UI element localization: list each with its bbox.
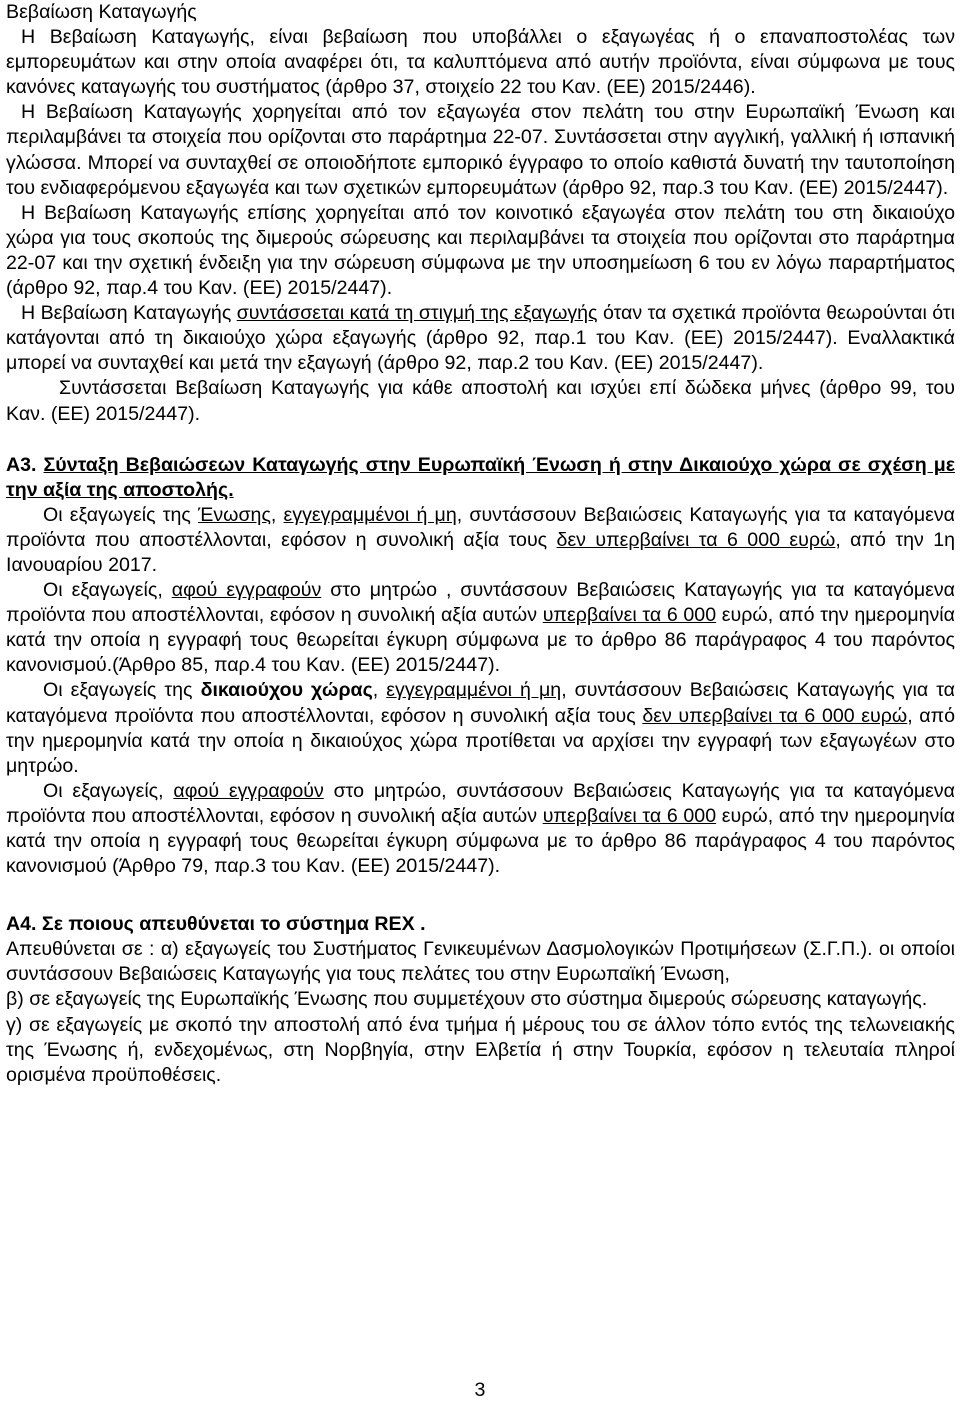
text-span: ευρώ, από την ημερομηνία κατά την οποία η εγγραφή τους θεωρείται έγκυρη σύμφωνα με το άρθρο 86 παράγραφος 4 του παρόντος κανονισμού (Άρθρο 79, παρ.3 του Καν. (ΕΕ) 2015/2447).: [6, 804, 955, 878]
spacer: [6, 879, 955, 912]
list-item: Απευθύνεται σε : α) εξαγωγείς του Συστήματος Γενικευμένων Δασμολογικών Προτιμήσεων (Σ.Γ.Π.). οι οποίοι συντάσσουν Βεβαιώσεις Καταγωγής για τους πελάτες του στην Ευρωπαϊκή Ένωση,: [6, 938, 955, 986]
text-span: , συντάσσουν Βεβαιώσεις Καταγωγής για τα καταγόμενα προϊόντα που αποστέλλονται, εφόσον η συνολική αξία τους: [6, 679, 955, 727]
text-span: ,: [270, 503, 284, 526]
page-number: 3: [474, 1379, 486, 1401]
list-item: γ) σε εξαγωγείς με σκοπό την αποστολή από ένα τμήμα ή μέρους του σε άλλον τόπο εντός της τελωνειακής της Ένωσης ή, ενδεχομένως, στη Νορβηγία, στην Ελβετία ή στην Τουρκία, εφόσον η τελευταία πληροί ορισμένα προϋποθέσεις.: [6, 1013, 955, 1086]
section-heading: [6, 453, 955, 503]
text-span: Οι εξαγωγείς της: [43, 503, 198, 526]
paragraph: Η Βεβαίωση Καταγωγής επίσης χορηγείται από τον κοινοτικό εξαγωγέα στον πελάτη του στη δικαιούχο χώρα για τους σκοπούς της διμερούς σώρευσης και περιλαμβάνει τα στοιχεία που ορίζονται στο παράρτημα 22-07 και την σχετική ένδειξη για την σώρευση σύμφωνα με την υποσημείωση 6 του εν λόγω παραρτήματος (άρθρο 92, παρ.4 του Καν. (ΕΕ) 2015/2447).: [6, 201, 955, 300]
underlined-text: εγγεγραμμένοι ή μη: [386, 679, 562, 702]
paragraph: [6, 678, 955, 778]
paragraph: [6, 779, 955, 879]
underlined-text: υπερβαίνει τα 6 000: [542, 604, 717, 627]
underlined-text: δεν υπερβαίνει τα 6 000 ευρώ: [642, 704, 908, 727]
text-span: Οι εξαγωγείς,: [43, 779, 174, 802]
paragraph: [6, 301, 955, 376]
paragraph: [6, 578, 955, 678]
bold-text: δικαιούχου χώρας: [200, 679, 373, 702]
underlined-text: δεν υπερβαίνει τα 6 000 ευρώ: [556, 528, 836, 551]
underlined-text: αφού εγγραφούν: [173, 779, 324, 802]
section-heading-text: Σύνταξη Βεβαιώσεων Καταγωγής στην Ευρωπαϊκή Ένωση ή στην Δικαιούχο χώρα σε σχέση με την αξία της αποστολής.: [6, 453, 955, 501]
list-item: β) σε εξαγωγείς της Ευρωπαϊκής Ένωσης που συμμετέχουν στο σύστημα διμερούς σώρευσης καταγωγής.: [6, 988, 928, 1011]
text-span: Η Βεβαίωση Καταγωγής: [21, 302, 237, 325]
paragraph: Η Βεβαίωση Καταγωγής, είναι βεβαίωση που υποβάλλει ο εξαγωγέας ή ο επαναποστολέας των εμπορευμάτων και στην οποία αναφέρει ότι, τα καλυπτόμενα από αυτήν προϊόντα, είναι σύμφωνα με τους κανόνες καταγωγής του συστήματος (άρθρο 37, στοιχείο 22 του Καν. (ΕΕ) 2015/2446).: [6, 26, 955, 99]
text-span: ,: [372, 679, 387, 702]
text-span: Οι εξαγωγείς της: [43, 679, 201, 702]
underlined-text: εγγεγραμμένοι ή μη: [283, 503, 457, 526]
text-span: Οι εξαγωγείς,: [43, 579, 172, 602]
section-heading: Α4. Σε ποιους απευθύνεται το σύστημα REX .: [6, 913, 426, 936]
paragraph: Η Βεβαίωση Καταγωγής χορηγείται από τον εξαγωγέα στον πελάτη του στην Ευρωπαϊκή Ένωση και περιλαμβάνει τα στοιχεία που ορίζονται στο παράρτημα 22-07. Συντάσσεται στην αγγλική, γαλλική ή ισπανική γλώσσα. Μπορεί να συνταχθεί σε οποιοδήποτε εμπορικό έγγραφο το οποίο καθιστά δυνατή την ταυτοποίηση του ενδιαφερόμενου εξαγωγέα και των σχετικών εμπορευμάτων (άρθρο 92, παρ.3 του Καν. (ΕΕ) 2015/2447).: [6, 101, 955, 199]
section-number: Α3.: [6, 453, 37, 476]
paragraph: [6, 503, 955, 578]
underlined-text: υπερβαίνει τα 6 000: [542, 804, 717, 827]
section-title: Βεβαίωση Καταγωγής: [6, 1, 197, 23]
underlined-text: Ένωσης: [198, 503, 271, 526]
text-span: στο μητρώο, συντάσσουν Βεβαιώσεις Καταγωγής για τα καταγόμενα προϊόντα που αποστέλλονται, εφόσον η συνολική αξία αυτών: [6, 779, 955, 827]
paragraph: Συντάσσεται Βεβαίωση Καταγωγής για κάθε αποστολή και ισχύει επί δώδεκα μήνες (άρθρο 99, του Καν. (ΕΕ) 2015/2447).: [6, 377, 955, 425]
text-span: , από την 1η Ιανουαρίου 2017.: [6, 528, 955, 576]
text-span: στο μητρώο , συντάσσουν Βεβαιώσεις Καταγωγής για τα καταγόμενα προϊόντα που αποστέλλονται, εφόσον η συνολική αξία αυτών: [6, 579, 955, 627]
text-span: , συντάσσουν Βεβαιώσεις Καταγωγής για τα καταγόμενα προϊόντα που αποστέλλονται, εφόσον η συνολική αξία τους: [6, 503, 955, 551]
underlined-text: αφού εγγραφούν: [171, 579, 322, 602]
text-span: ευρώ, από την ημερομηνία κατά την οποία η εγγραφή τους θεωρείται έγκυρη σύμφωνα με το άρθρο 86 παράγραφος 4 του παρόντος κανονισμού.(Άρθρο 85, παρ.4 του Καν. (ΕΕ) 2015/2447).: [6, 604, 955, 677]
text-span: , από την ημερομηνία κατά την οποία η δικαιούχος χώρα προτίθεται να αρχίσει την εγγραφή των εξαγωγέων στο μητρώο.: [6, 704, 956, 777]
spacer: [6, 427, 955, 453]
text-span: όταν τα σχετικά προϊόντα θεωρούνται ότι κατάγονται από τη δικαιούχο χώρα εξαγωγής (άρθρο 92, παρ.1 του Καν. (ΕΕ) 2015/2447). Εναλλακτικά μπορεί να συνταχθεί και μετά την εξαγωγή (άρθρο 92, παρ.2 του Καν. (ΕΕ) 2015/2447).: [6, 302, 955, 375]
underlined-text: συντάσσεται κατά τη στιγμή της εξαγωγής: [236, 302, 598, 325]
